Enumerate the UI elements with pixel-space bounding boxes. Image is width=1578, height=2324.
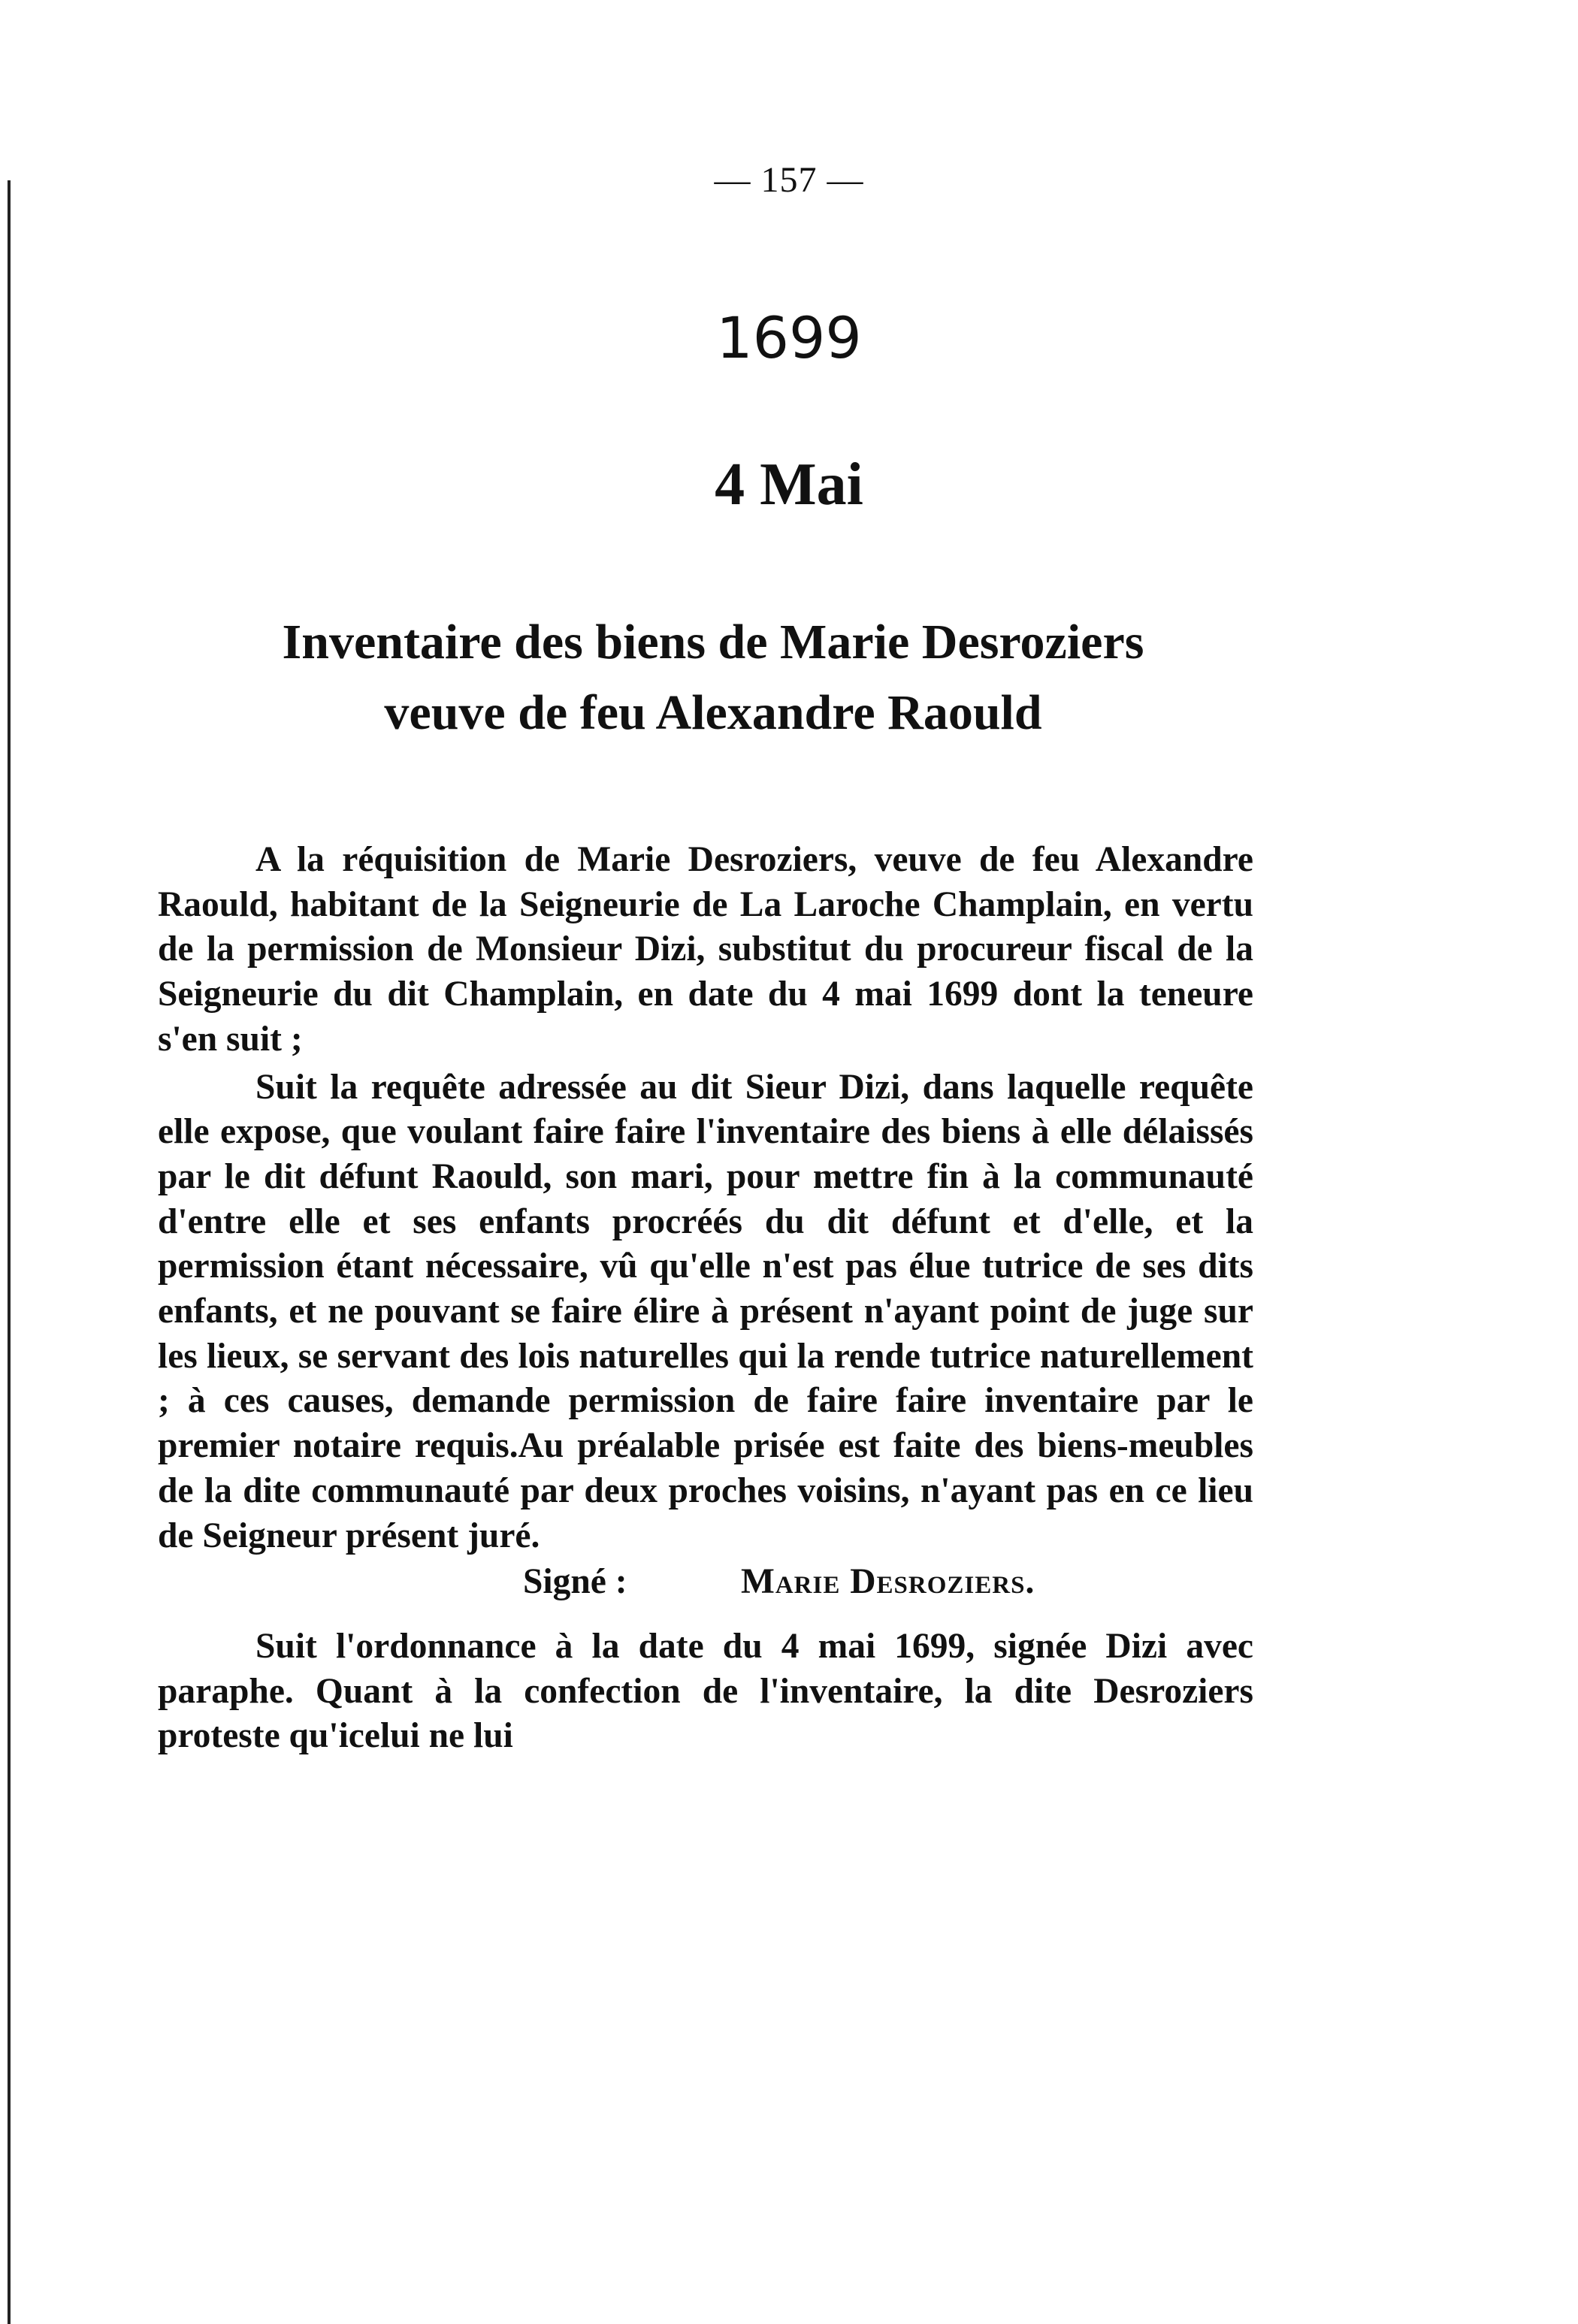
signature-label: Signé : <box>523 1562 627 1602</box>
paragraph-request: Suit la requête adressée au dit Sieur Dizi, dans laquelle requête elle expose, que voulant faire faire l'inventaire des biens à elle délaissés par le dit défunt Raould, son mari, pour mettre fin à la communauté d'entre elle et ses enfants procréés du dit défunt et d'elle, et la permission étant nécessaire, vû qu'elle n'est pas élue tutrice de ses dits enfants, et ne pouvant se faire élire à présent n'ayant point de juge sur les lieux, se servant des lois naturelles qui la rende tutrice naturellement ; à ces causes, demande permission de faire faire inventaire par le premier notaire requis.Au préalable prisée est faite des biens-meubles de la dite communauté par deux proches voisins, n'ayant pas en ce lieu de Seigneur présent juré. <box>158 1067 1253 1555</box>
title-line-1: Inventaire des biens de Marie Desroziers <box>282 615 1144 669</box>
signature-line <box>158 1560 1253 1605</box>
document-date: 4 Mai <box>715 452 863 518</box>
document-title <box>161 607 1265 748</box>
page-number: — 157 — <box>714 160 864 200</box>
document-body <box>158 838 1253 1759</box>
paragraph-ordinance: Suit l'ordonnance à la date du 4 mai 1699, signée Dizi avec paraphe. Quant à la confection de l'inventaire, la dite Desroziers proteste qu'icelui ne lui <box>158 1626 1253 1756</box>
title-line-2: veuve de feu Alexandre Raould <box>384 685 1042 740</box>
signature-name: Marie Desroziers. <box>741 1562 1035 1602</box>
paragraph-requisition: A la réquisition de Marie Desroziers, veuve de feu Alexandre Raould, habitant de la Seigneurie de La Laroche Champlain, en vertu de la permission de Monsieur Dizi, substitut du procureur fiscal de la Seigneurie du dit Champlain, en date du 4 mai 1699 dont la teneure s'en suit ; <box>158 840 1253 1059</box>
document-year: 1699 <box>716 304 862 371</box>
